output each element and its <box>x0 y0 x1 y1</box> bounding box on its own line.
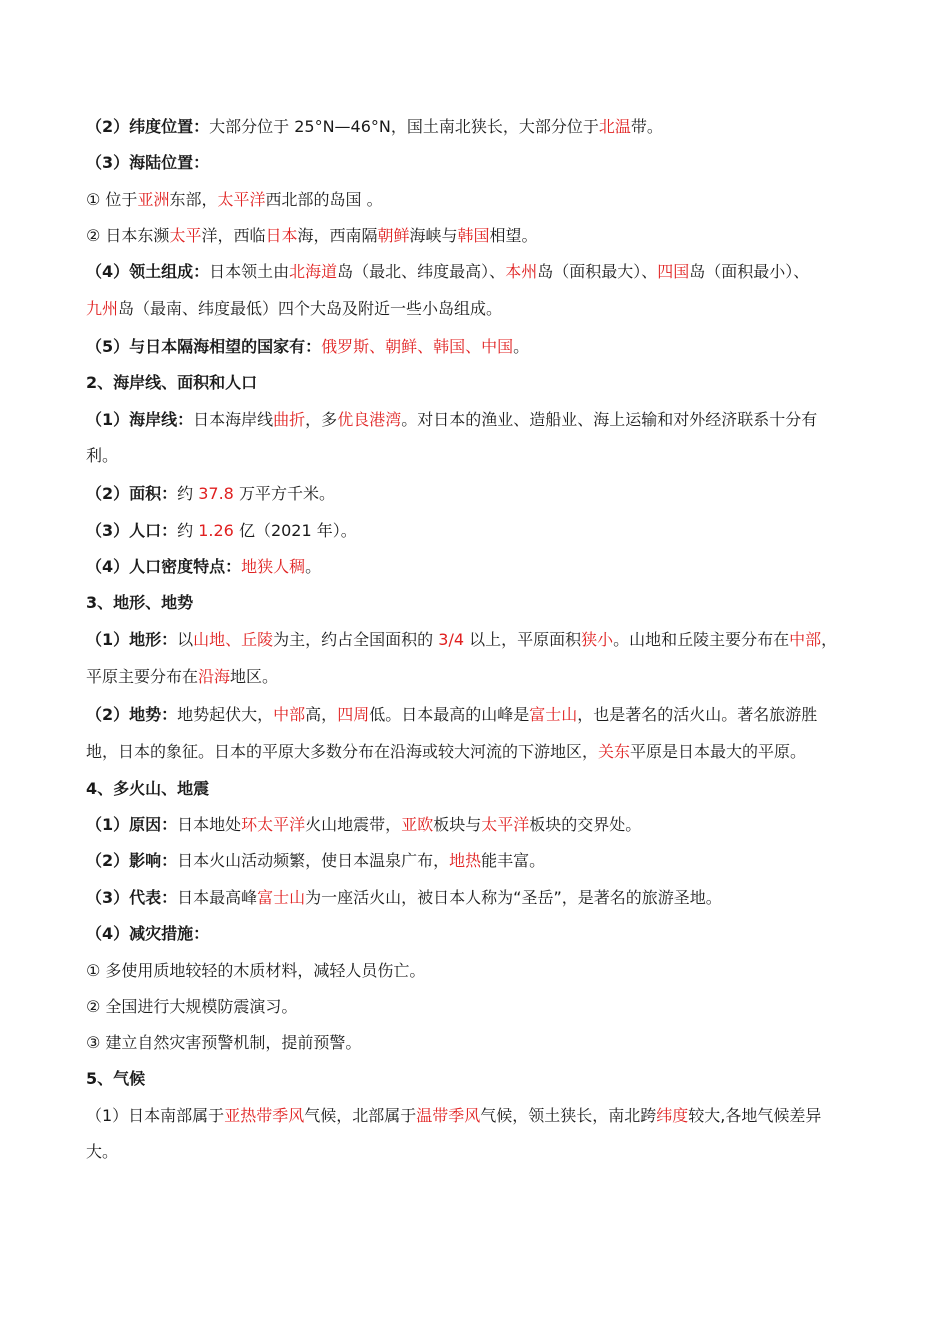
body-text: 低。日本最高的山峰是 <box>369 705 530 724</box>
body-text: 岛（面积最小）、 <box>689 262 810 281</box>
body-text: 大部分位于 25°N—46°N，国土南北狭长，大部分位于 <box>209 117 599 136</box>
body-text: 板块的交界处。 <box>529 815 642 834</box>
highlight-text: 四国 <box>657 262 690 281</box>
highlight-text: 韩国 <box>457 226 490 245</box>
highlight-text: 纬度 <box>656 1106 689 1125</box>
text-line <box>86 740 880 764</box>
body-text: 地区。 <box>230 667 279 686</box>
body-text: 地势起伏大， <box>177 705 274 724</box>
bold-label: （1）海岸线： <box>86 410 194 429</box>
body-text: 海峡与 <box>409 226 458 245</box>
highlight-text: 朝鲜 <box>377 226 410 245</box>
text-line <box>86 995 880 1019</box>
text-line <box>86 151 880 175</box>
body-text: 岛（最南、纬度最低）四个大岛及附近一些小岛组成。 <box>118 299 503 318</box>
body-text: 日本海岸线 <box>193 410 274 429</box>
body-text: ① 位于 <box>86 190 138 209</box>
body-text: 高， <box>305 705 338 724</box>
body-text: 气候，领土狭长，南北跨 <box>480 1106 657 1125</box>
body-text: ② 日本东濒 <box>86 226 170 245</box>
body-text: 利。 <box>86 446 119 465</box>
body-text: 日本火山活动频繁，使日本温泉广布， <box>177 851 450 870</box>
body-text: 火山地震带， <box>305 815 402 834</box>
bold-label: （4）领土组成： <box>86 262 210 281</box>
bold-label: （4）人口密度特点： <box>86 557 242 576</box>
body-text: 日本地处 <box>177 815 242 834</box>
body-text: 岛（面积最大）、 <box>537 262 658 281</box>
body-text: ， <box>821 630 838 649</box>
body-text: 日本最高峰 <box>177 888 258 907</box>
highlight-text: 温带季风 <box>416 1106 481 1125</box>
text-line <box>86 703 880 727</box>
highlight-text: 富士山 <box>257 888 306 907</box>
text-line <box>86 297 880 321</box>
text-line <box>86 519 880 543</box>
body-text: 以 <box>177 630 194 649</box>
highlight-text: 1.26 <box>198 521 234 540</box>
bold-label: （3）人口： <box>86 521 178 540</box>
bold-label: 3、地形、地势 <box>86 593 194 612</box>
body-text: 亿（2021 年）。 <box>233 521 357 540</box>
highlight-text: 本州 <box>505 262 538 281</box>
body-text: 。对日本的渔业、造船业、海上运输和对外经济联系十分有 <box>401 410 818 429</box>
body-text: 大。 <box>86 1142 119 1161</box>
body-text: ② 全国进行大规模防震演习。 <box>86 997 298 1016</box>
highlight-text: 地狭人稠 <box>241 557 306 576</box>
highlight-text: 太平 <box>169 226 202 245</box>
highlight-text: 狭小 <box>581 630 614 649</box>
body-text: 相望。 <box>489 226 538 245</box>
body-text: 日本领土由 <box>209 262 290 281</box>
highlight-text: 沿海 <box>198 667 231 686</box>
highlight-text: 四周 <box>337 705 370 724</box>
highlight-text: 关东 <box>598 742 631 761</box>
body-text: ③ 建立自然灾害预警机制，提前预警。 <box>86 1033 362 1052</box>
body-text: 平原主要分布在 <box>86 667 199 686</box>
highlight-text: 亚欧 <box>401 815 434 834</box>
text-line <box>86 777 880 801</box>
highlight-text: 九州 <box>86 299 119 318</box>
body-text: 东部， <box>169 190 218 209</box>
highlight-text: 俄罗斯、朝鲜、韩国、中国 <box>321 337 514 356</box>
body-text: ，也是著名的活火山。著名旅游胜 <box>577 705 818 724</box>
highlight-text: 北温 <box>598 117 631 136</box>
text-line <box>86 444 880 468</box>
body-text: 。山地和丘陵主要分布在 <box>613 630 790 649</box>
highlight-text: 亚洲 <box>137 190 170 209</box>
body-text: 以上，平原面积 <box>464 630 582 649</box>
body-text: ，多 <box>305 410 338 429</box>
body-text: 西北部的岛国 。 <box>265 190 383 209</box>
bold-label: （2）面积： <box>86 484 178 503</box>
text-line <box>86 1140 880 1164</box>
bold-label: 2、海岸线、面积和人口 <box>86 373 258 392</box>
bold-label: （3）代表： <box>86 888 178 907</box>
highlight-text: 亚热带季风 <box>224 1106 305 1125</box>
text-line <box>86 555 880 579</box>
highlight-text: 地热 <box>449 851 482 870</box>
text-line <box>86 408 880 432</box>
text-line <box>86 188 880 212</box>
bold-label: 4、多火山、地震 <box>86 779 210 798</box>
text-line <box>86 115 880 139</box>
body-text: 为主，约占全国面积的 <box>273 630 439 649</box>
text-line <box>86 335 880 359</box>
highlight-text: 曲折 <box>273 410 306 429</box>
highlight-text: 山地、丘陵 <box>193 630 274 649</box>
bold-label: （2）地势： <box>86 705 178 724</box>
highlight-text: 中部 <box>273 705 306 724</box>
body-text: 万平方千米。 <box>233 484 335 503</box>
highlight-text: 37.8 <box>198 484 234 503</box>
body-text: 洋，西临 <box>201 226 266 245</box>
bold-label: （3）海陆位置： <box>86 153 210 172</box>
body-text: 为一座活火山，被日本人称为“圣岳”，是著名的旅游圣地。 <box>305 888 722 907</box>
body-text: 板块与 <box>433 815 482 834</box>
body-text: 较大,各地气候差异 <box>688 1106 822 1125</box>
text-line <box>86 482 880 506</box>
body-text: 平原是日本最大的平原。 <box>630 742 807 761</box>
highlight-text: 日本 <box>265 226 298 245</box>
text-line <box>86 1104 880 1128</box>
body-text: 能丰富。 <box>481 851 546 870</box>
body-text: 海，西南隔 <box>297 226 378 245</box>
body-text: 带。 <box>630 117 663 136</box>
highlight-text: 北海道 <box>289 262 338 281</box>
bold-label: （1）原因： <box>86 815 178 834</box>
text-line <box>86 1031 880 1055</box>
highlight-text: 富士山 <box>529 705 578 724</box>
highlight-text: 3/4 <box>438 630 465 649</box>
body-text: 地，日本的象征。日本的平原大多数分布在沿海或较大河流的下游地区， <box>86 742 599 761</box>
text-line <box>86 922 880 946</box>
text-line <box>86 665 880 689</box>
highlight-text: 太平洋 <box>481 815 530 834</box>
body-text: 气候，北部属于 <box>304 1106 417 1125</box>
highlight-text: 优良港湾 <box>337 410 402 429</box>
body-text: 岛（最北、纬度最高）、 <box>337 262 506 281</box>
text-line <box>86 813 880 837</box>
text-line <box>86 886 880 910</box>
bold-label: （2）纬度位置： <box>86 117 210 136</box>
body-text: 约 <box>177 484 199 503</box>
text-line <box>86 371 880 395</box>
highlight-text: 太平洋 <box>217 190 266 209</box>
highlight-text: 环太平洋 <box>241 815 306 834</box>
text-line <box>86 849 880 873</box>
bold-label: （4）减灾措施： <box>86 924 210 943</box>
body-text: 。 <box>513 337 530 356</box>
bold-label: （2）影响： <box>86 851 178 870</box>
bold-label: 5、气候 <box>86 1069 146 1088</box>
bold-label: （1）地形： <box>86 630 178 649</box>
body-text: （1）日本南部属于 <box>86 1106 225 1125</box>
text-line <box>86 224 880 248</box>
text-line <box>86 1067 880 1091</box>
text-line <box>86 260 880 284</box>
body-text: 。 <box>305 557 322 576</box>
text-line <box>86 591 880 615</box>
bold-label: （5）与日本隔海相望的国家有： <box>86 337 322 356</box>
text-line <box>86 628 880 652</box>
text-line <box>86 959 880 983</box>
body-text: 约 <box>177 521 199 540</box>
body-text: ① 多使用质地较轻的木质材料，减轻人员伤亡。 <box>86 961 426 980</box>
highlight-text: 中部 <box>789 630 822 649</box>
